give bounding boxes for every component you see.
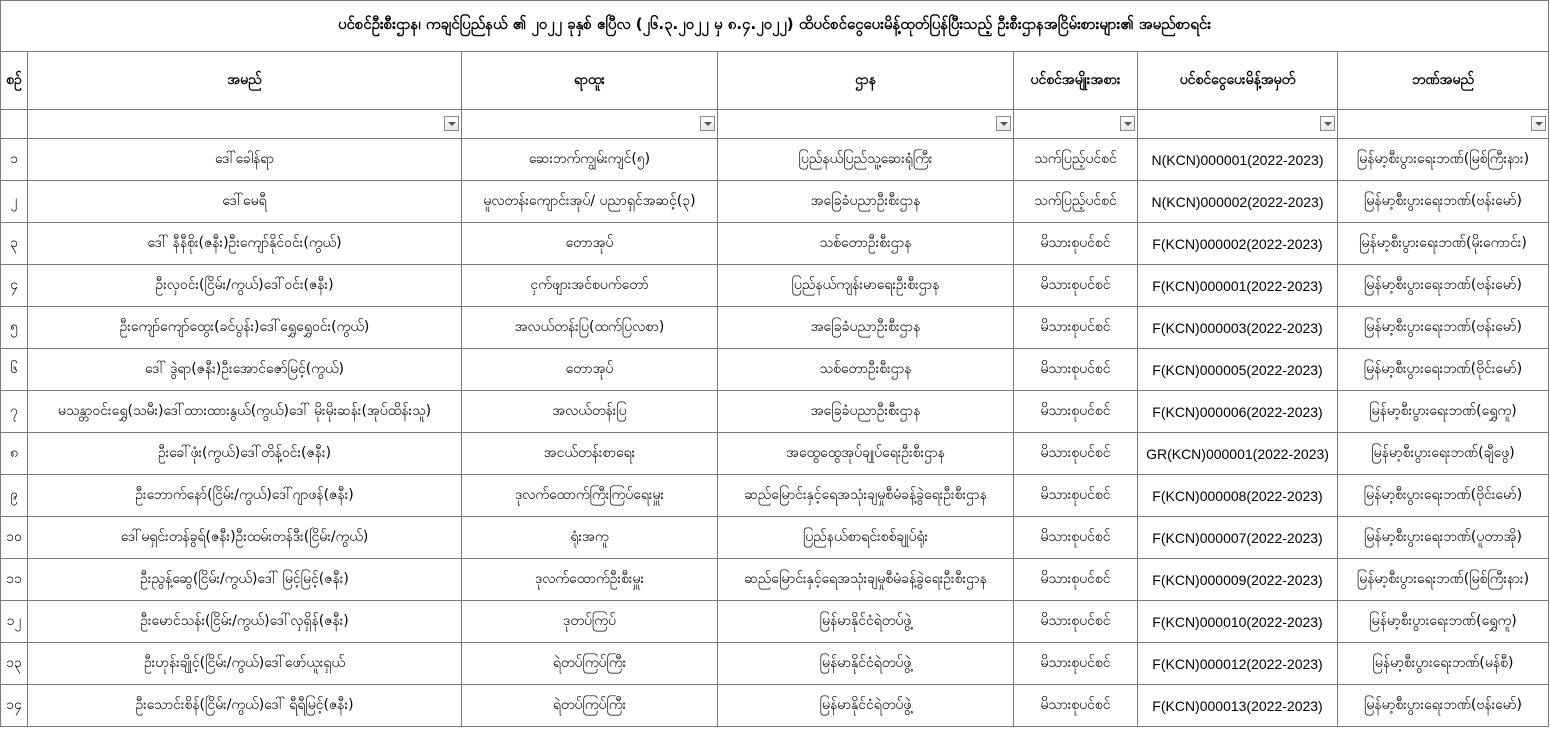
position-cell: ဒုတပ်ကြပ် (462, 601, 718, 643)
order-number-cell: F(KCN)000008(2022-2023) (1138, 475, 1338, 517)
filter-dropdown-department[interactable] (996, 116, 1011, 131)
position-cell: ရုံးအကူ (462, 517, 718, 559)
bank-cell: မြန်မာ့စီးပွားရေးဘဏ်(ဗန်းမော်) (1338, 307, 1549, 349)
table-row (1, 475, 1549, 517)
pension-type-cell: မိသားစုပင်စင် (1014, 349, 1138, 391)
order-number-cell: F(KCN)000006(2022-2023) (1138, 391, 1338, 433)
name-cell: မသန္တာဝင်းရွှေ(သမီး)ဒေါ်ထားထားနွယ်(ကွယ်)ဒေါ် မိုးမိုးဆန်း(အုပ်ထိန်းသူ) (28, 391, 462, 433)
name-cell: ဒေါ် နီနီစိုး(ဇနီး)ဦးကျော်နိုင်ဝင်း(ကွယ်) (28, 223, 462, 265)
row-number-cell: ၁၄ (1, 685, 28, 727)
header-row (1, 52, 1549, 110)
department-cell: ပြည်နယ်ပြည်သူ့ဆေးရုံကြီး (718, 139, 1014, 181)
column-header-order-number: ပင်စင်ငွေပေးမိန့်အမှတ် (1138, 52, 1338, 110)
order-number-cell: N(KCN)000001(2022-2023) (1138, 139, 1338, 181)
filter-cell-position (462, 110, 718, 139)
bank-cell: မြန်မာ့စီးပွားရေးဘဏ်(ရွှေကူ) (1338, 391, 1549, 433)
pension-type-cell: မိသားစုပင်စင် (1014, 307, 1138, 349)
department-cell: အခြေခံပညာဦးစီးဌာန (718, 391, 1014, 433)
column-header-department: ဌာန (718, 52, 1014, 110)
position-cell: ဆေးဘက်ကျွမ်းကျင်(၅) (462, 139, 718, 181)
bank-cell: မြန်မာ့စီးပွားရေးဘဏ်(ဗန်းမော်) (1338, 685, 1549, 727)
department-cell: ပြည်နယ်ကျန်းမာရေးဦးစီးဌာန (718, 265, 1014, 307)
bank-cell: မြန်မာ့စီးပွားရေးဘဏ်(မြစ်ကြီးနား) (1338, 559, 1549, 601)
position-cell: မူလတန်းကျောင်းအုပ်/ ပညာရှင်အဆင့်(၃) (462, 181, 718, 223)
name-cell: ဦးဟုန်းချိုင့်(ငြိမ်း/ကွယ်)ဒေါ်ဖော်ယူးရှယ် (28, 643, 462, 685)
pension-type-cell: မိသားစုပင်စင် (1014, 559, 1138, 601)
column-header-pension-type: ပင်စင်အမျိုးအစား (1014, 52, 1138, 110)
table-row (1, 139, 1549, 181)
filter-cell-bank (1338, 110, 1549, 139)
department-cell: အခြေခံပညာဦးစီးဌာန (718, 307, 1014, 349)
table-row (1, 643, 1549, 685)
row-number-cell: ၆ (1, 349, 28, 391)
order-number-cell: F(KCN)000012(2022-2023) (1138, 643, 1338, 685)
name-cell: ဒေါ်ခေါန်ရာ (28, 139, 462, 181)
order-number-cell: F(KCN)000002(2022-2023) (1138, 223, 1338, 265)
table-row (1, 307, 1549, 349)
row-number-cell: ၂ (1, 181, 28, 223)
department-cell: သစ်တောဦးစီးဌာန (718, 223, 1014, 265)
filter-cell-name (28, 110, 462, 139)
column-header-bank: ဘဏ်အမည် (1338, 52, 1549, 110)
filter-dropdown-bank[interactable] (1531, 116, 1546, 131)
row-number-cell: ၁၀ (1, 517, 28, 559)
bank-cell: မြန်မာ့စီးပွားရေးဘဏ်(ပူတာအို) (1338, 517, 1549, 559)
filter-dropdown-order-number[interactable] (1320, 116, 1335, 131)
filter-cell-no (1, 110, 28, 139)
order-number-cell: F(KCN)000010(2022-2023) (1138, 601, 1338, 643)
pension-type-cell: မိသားစုပင်စင် (1014, 517, 1138, 559)
department-cell: အခြေခံပညာဦးစီးဌာန (718, 181, 1014, 223)
order-number-cell: F(KCN)000005(2022-2023) (1138, 349, 1338, 391)
position-cell: ဒုလက်ထောက်ဦးစီးမှူး (462, 559, 718, 601)
table-row (1, 181, 1549, 223)
department-cell: မြန်မာနိုင်ငံရဲတပ်ဖွဲ့ (718, 643, 1014, 685)
name-cell: ဦးဘောက်နော်(ငြိမ်း/ကွယ်)ဒေါ်ဂျာဖန်(ဇနီး) (28, 475, 462, 517)
department-cell: ဆည်မြောင်းနှင့်ရေအသုံးချမှုစီမံခန့်ခွဲရေးဦးစီးဌာန (718, 559, 1014, 601)
row-number-cell: ၁၁ (1, 559, 28, 601)
filter-cell-pension-type (1014, 110, 1138, 139)
table-row (1, 559, 1549, 601)
table-row (1, 349, 1549, 391)
position-cell: ရဲတပ်ကြပ်ကြီး (462, 643, 718, 685)
order-number-cell: F(KCN)000007(2022-2023) (1138, 517, 1338, 559)
position-cell: အငယ်တန်းစာရေး (462, 433, 718, 475)
position-cell: ငှက်ဖျားအင်စပက်တော် (462, 265, 718, 307)
filter-dropdown-position[interactable] (700, 116, 715, 131)
position-cell: အလယ်တန်းပြ(ထက်ပြလစာ) (462, 307, 718, 349)
order-number-cell: F(KCN)000003(2022-2023) (1138, 307, 1338, 349)
name-cell: ဒေါ် ဒွဲရာ(ဇနီး)ဦးအောင်ဇော်မြင့်(ကွယ်) (28, 349, 462, 391)
filter-row (1, 110, 1549, 139)
name-cell: ဦးညွန့်ဆွေ(ငြိမ်း/ကွယ်)ဒေါ် မြင့်မြင့်(ဇနီး) (28, 559, 462, 601)
row-number-cell: ၄ (1, 265, 28, 307)
name-cell: ဒေါ်မရှင်းတန်ခွရ်(ဇနီး)ဦးထမ်းတန်ဒီး(ငြိမ်း/ကွယ်) (28, 517, 462, 559)
department-cell: အထွေထွေအုပ်ချုပ်ရေးဦးစီးဌာန (718, 433, 1014, 475)
pension-type-cell: မိသားစုပင်စင် (1014, 601, 1138, 643)
name-cell: ဦးခေါ်ဖုံး(ကွယ်)ဒေါ်တိန့်ဝင်း(ဇနီး) (28, 433, 462, 475)
table-row (1, 601, 1549, 643)
position-cell: တောအုပ် (462, 349, 718, 391)
row-number-cell: ၁၂ (1, 601, 28, 643)
bank-cell: မြန်မာ့စီးပွားရေးဘဏ်(မိုးကောင်း) (1338, 223, 1549, 265)
order-number-cell: GR(KCN)000001(2022-2023) (1138, 433, 1338, 475)
pension-type-cell: မိသားစုပင်စင် (1014, 391, 1138, 433)
column-header-name: အမည် (28, 52, 462, 110)
row-number-cell: ၈ (1, 433, 28, 475)
bank-cell: မြန်မာ့စီးပွားရေးဘဏ်(ဗိုင်းမော်) (1338, 349, 1549, 391)
sheet-title: ပင်စင်ဦးစီးဌာန၊ ကချင်ပြည်နယ် ၏ ၂၀၂၂ ခုနှစ် ဧပြီလ (၂၆.၃.၂၀၂၂ မှ ၈.၄.၂၀၂၂) ထိပင်စင်ငွေပေးမိန့်ထုတ်ပြန်ပြီးသည့် ဦးစီးဌာနအငြိမ်းစားများ၏ အမည်စာရင်း (1, 1, 1549, 52)
name-cell: ဦးကျော်ကျော်ထွေး(ခင်ပွန်း)ဒေါ်ရွှေရွှေဝင်း(ကွယ်) (28, 307, 462, 349)
name-cell: ဦးမောင်သန်း(ငြိမ်း/ကွယ်)ဒေါ်လှရှိန်(ဇနီး) (28, 601, 462, 643)
position-cell: တောအုပ် (462, 223, 718, 265)
department-cell: မြန်မာနိုင်ငံရဲတပ်ဖွဲ့ (718, 601, 1014, 643)
filter-cell-order-number (1138, 110, 1338, 139)
bank-cell: မြန်မာ့စီးပွားရေးဘဏ်(မြစ်ကြီးနား) (1338, 139, 1549, 181)
position-cell: ဒုလက်ထောက်ကြီးကြပ်ရေးမှူး (462, 475, 718, 517)
pension-type-cell: မိသားစုပင်စင် (1014, 643, 1138, 685)
bank-cell: မြန်မာ့စီးပွားရေးဘဏ်(ချီဖွေ) (1338, 433, 1549, 475)
table-row (1, 223, 1549, 265)
pension-type-cell: မိသားစုပင်စင် (1014, 433, 1138, 475)
bank-cell: မြန်မာ့စီးပွားရေးဘဏ်(မန်စီ) (1338, 643, 1549, 685)
position-cell: အလယ်တန်းပြ (462, 391, 718, 433)
order-number-cell: F(KCN)000001(2022-2023) (1138, 265, 1338, 307)
bank-cell: မြန်မာ့စီးပွားရေးဘဏ်(ဗန်းမော်) (1338, 181, 1549, 223)
row-number-cell: ၁၃ (1, 643, 28, 685)
name-cell: ဦးလှဝင်း(ငြိမ်း/ကွယ်)ဒေါ်ဝင်း(ဇနီး) (28, 265, 462, 307)
table-row (1, 517, 1549, 559)
row-number-cell: ၉ (1, 475, 28, 517)
pension-type-cell: မိသားစုပင်စင် (1014, 223, 1138, 265)
name-cell: ဒေါ်မေရီ (28, 181, 462, 223)
pension-type-cell: မိသားစုပင်စင် (1014, 265, 1138, 307)
table-row (1, 433, 1549, 475)
table-row (1, 685, 1549, 727)
department-cell: သစ်တောဦးစီးဌာန (718, 349, 1014, 391)
pension-type-cell: သက်ပြည့်ပင်စင် (1014, 181, 1138, 223)
table-row (1, 391, 1549, 433)
order-number-cell: F(KCN)000013(2022-2023) (1138, 685, 1338, 727)
column-header-no: စဉ် (1, 52, 28, 110)
bank-cell: မြန်မာ့စီးပွားရေးဘဏ်(ဗန်းမော်) (1338, 265, 1549, 307)
table-row (1, 265, 1549, 307)
bank-cell: မြန်မာ့စီးပွားရေးဘဏ်(ဗိုင်းမော်) (1338, 475, 1549, 517)
filter-dropdown-pension-type[interactable] (1120, 116, 1135, 131)
pension-type-cell: သက်ပြည့်ပင်စင် (1014, 139, 1138, 181)
department-cell: ဆည်မြောင်းနှင့်ရေအသုံးချမှုစီမံခန့်ခွဲရေးဦးစီးဌာန (718, 475, 1014, 517)
order-number-cell: N(KCN)000002(2022-2023) (1138, 181, 1338, 223)
filter-cell-department (718, 110, 1014, 139)
pension-type-cell: မိသားစုပင်စင် (1014, 475, 1138, 517)
order-number-cell: F(KCN)000009(2022-2023) (1138, 559, 1338, 601)
column-header-position: ရာထူး (462, 52, 718, 110)
filter-dropdown-name[interactable] (444, 116, 459, 131)
bank-cell: မြန်မာ့စီးပွားရေးဘဏ်(ရွှေကူ) (1338, 601, 1549, 643)
position-cell: ရဲတပ်ကြပ်ကြီး (462, 685, 718, 727)
name-cell: ဦးသောင်းစိန်(ငြိမ်း/ကွယ်)ဒေါ် ရီရီမြင့်(ဇနီး) (28, 685, 462, 727)
department-cell: ပြည်နယ်စာရင်းစစ်ချုပ်ရုံး (718, 517, 1014, 559)
row-number-cell: ၇ (1, 391, 28, 433)
row-number-cell: ၅ (1, 307, 28, 349)
row-number-cell: ၁ (1, 139, 28, 181)
row-number-cell: ၃ (1, 223, 28, 265)
pension-type-cell: မိသားစုပင်စင် (1014, 685, 1138, 727)
department-cell: မြန်မာနိုင်ငံရဲတပ်ဖွဲ့ (718, 685, 1014, 727)
